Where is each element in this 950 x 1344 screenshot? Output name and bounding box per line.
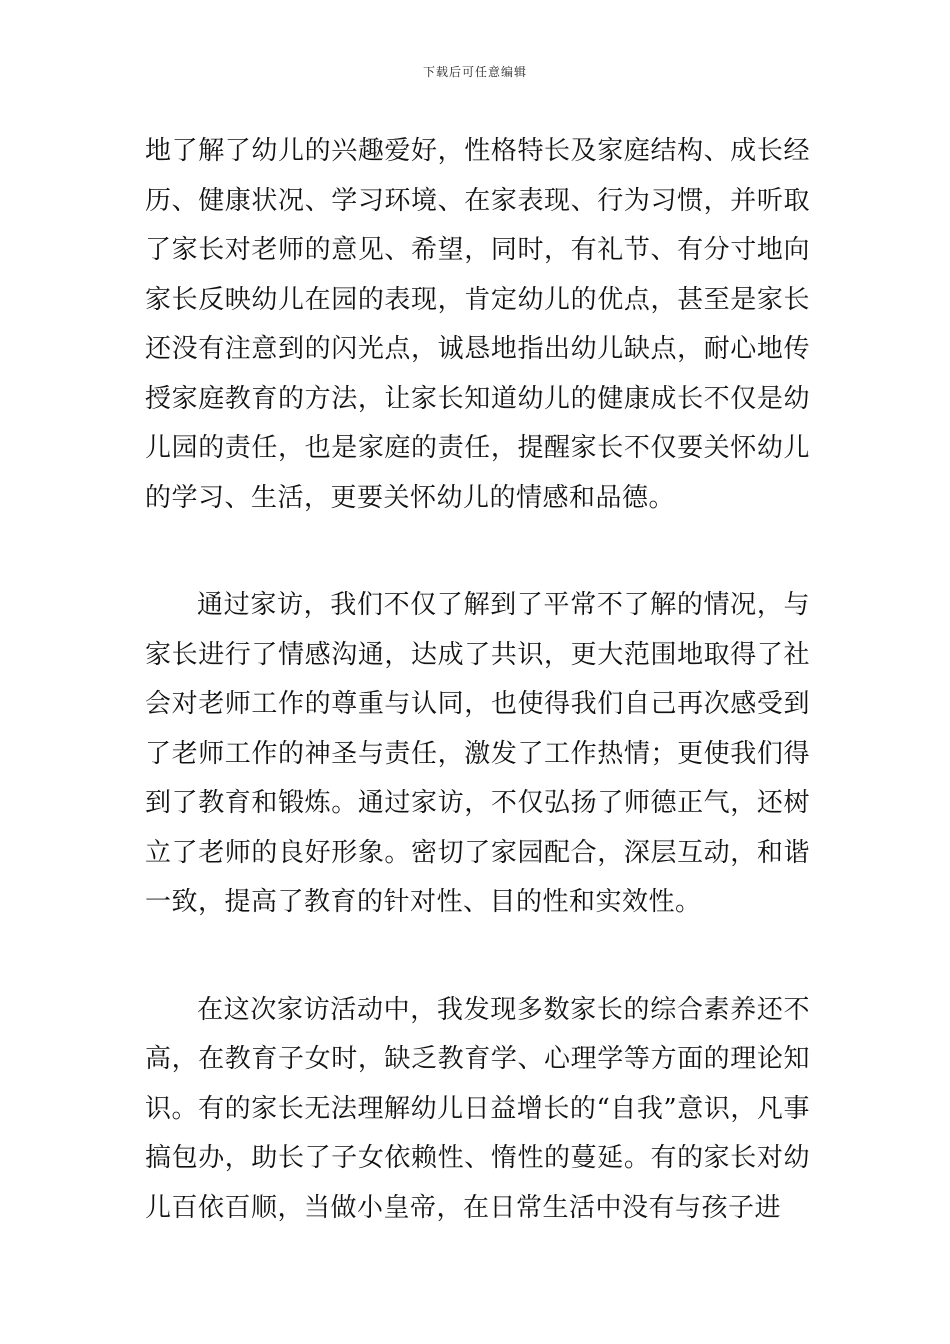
paragraph-3: 在这次家访活动中，我发现多数家长的综合素养还不高，在教育子女时，缺乏教育学、心理学等方面的理论知识。有的家长无法理解幼儿日益增长的“自我”意识，凡事搞包办，助长了子女依赖性、惰性的蔓延。有的家长对幼儿百依百顺，当做小皇帝，在日常生活中没有与孩子进 [145, 994, 810, 1223]
paragraph-gap [145, 523, 810, 581]
document-body [145, 127, 810, 1233]
paragraph-2: 通过家访，我们不仅了解到了平常不了解的情况，与家长进行了情感沟通，达成了共识，更大范围地取得了社会对老师工作的尊重与认同，也使得我们自己再次感受到了老师工作的神圣与责任，激发了工作热情；更使我们得到了教育和锻炼。通过家访，不仅弘扬了师德正气，还树立了老师的良好形象。密切了家园配合，深层互动，和谐一致，提高了教育的针对性、目的性和实效性。 [145, 590, 810, 917]
page-header: 下载后可任意编辑 [422, 65, 527, 79]
paragraph-gap [145, 928, 810, 986]
paragraph-1: 地了解了幼儿的兴趣爱好，性格特长及家庭结构、成长经历、健康状况、学习环境、在家表现、行为习惯，并听取了家长对老师的意见、希望，同时，有礼节、有分寸地向家长反映幼儿在园的表现，肯定幼儿的优点，甚至是家长还没有注意到的闪光点，诚恳地指出幼儿缺点，耐心地传授家庭教育的方法，让家长知道幼儿的健康成长不仅是幼儿园的责任，也是家庭的责任，提醒家长不仅要关怀幼儿的学习、生活，更要关怀幼儿的情感和品德。 [145, 136, 810, 513]
